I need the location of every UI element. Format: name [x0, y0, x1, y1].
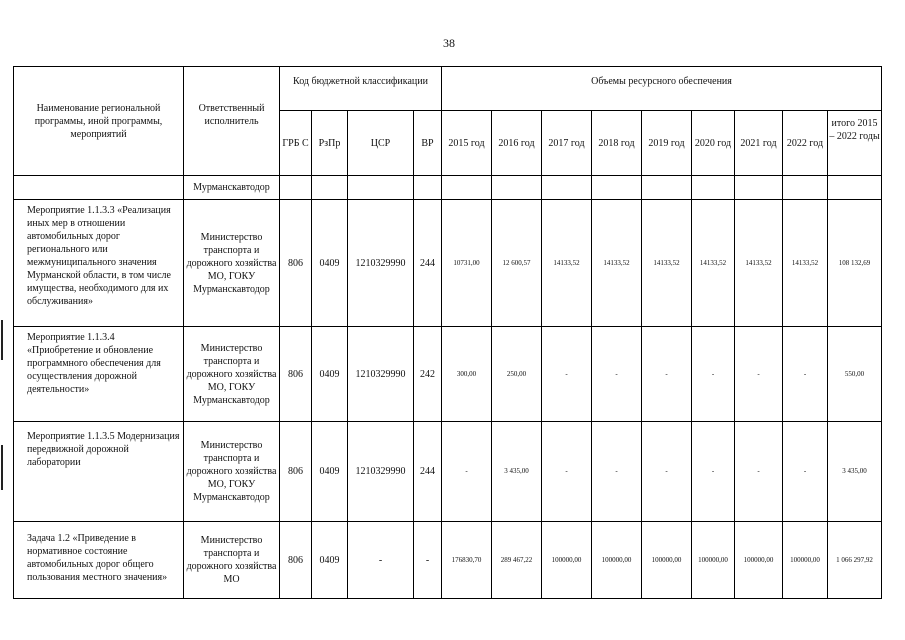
header-year: 2020 год [692, 111, 735, 176]
total-cell: 1 066 297,92 [828, 522, 882, 599]
value-cell: 289 467,22 [492, 522, 542, 599]
value-cell: 12 600,57 [492, 200, 542, 327]
value-cell: 14133,52 [692, 200, 735, 327]
value-cell: 14133,52 [735, 200, 783, 327]
value-cell: - [642, 422, 692, 522]
total-cell: 550,00 [828, 327, 882, 422]
value-cell: 100000,00 [542, 522, 592, 599]
header-name: Наименование региональной программы, иной программы, мероприятий [14, 67, 184, 176]
csr-cell: 1210329990 [348, 327, 414, 422]
header-budget-code: Код бюджетной классификации [280, 67, 442, 111]
rzpr-cell: 0409 [312, 200, 348, 327]
vr-cell: 242 [414, 327, 442, 422]
header-total: итого 2015 – 2022 годы [828, 111, 882, 176]
header-year: 2015 год [442, 111, 492, 176]
value-cell: 14133,52 [783, 200, 828, 327]
value-cell: 10731,00 [442, 200, 492, 327]
executor-cell: Министерство транспорта и дорожного хозяйства МО, ГОКУ Мурманскавтодор [184, 200, 280, 327]
value-cell: - [735, 327, 783, 422]
header-volumes: Объемы ресурсного обеспечения [442, 67, 882, 111]
total-cell: 108 132,69 [828, 200, 882, 327]
value-cell: 14133,52 [592, 200, 642, 327]
value-cell: - [642, 327, 692, 422]
value-cell: - [783, 327, 828, 422]
header-year: 2019 год [642, 111, 692, 176]
rzpr-cell: 0409 [312, 422, 348, 522]
value-cell: - [592, 327, 642, 422]
vr-cell: - [414, 522, 442, 599]
executor-cell: Мурманскавтодор [184, 176, 280, 200]
measure-name: Задача 1.2 «Приведение в нормативное состояние автомобильных дорог общего пользования местного значения» [14, 522, 184, 599]
value-cell: 100000,00 [692, 522, 735, 599]
value-cell: - [735, 422, 783, 522]
scan-edge-mark [1, 445, 3, 490]
table-row [14, 200, 882, 327]
value-cell: 300,00 [442, 327, 492, 422]
rzpr-cell: 0409 [312, 522, 348, 599]
total-cell: 3 435,00 [828, 422, 882, 522]
header-vr: ВР [414, 111, 442, 176]
header-year: 2021 год [735, 111, 783, 176]
value-cell: 100000,00 [592, 522, 642, 599]
grbs-cell: 806 [280, 200, 312, 327]
carry-row [14, 176, 882, 200]
page-number: 38 [443, 36, 455, 50]
executor-cell: Министерство транспорта и дорожного хозяйства МО, ГОКУ Мурманскавтодор [184, 422, 280, 522]
grbs-cell: 806 [280, 422, 312, 522]
value-cell: 3 435,00 [492, 422, 542, 522]
table-row [14, 422, 882, 522]
value-cell: - [542, 422, 592, 522]
value-cell: - [692, 422, 735, 522]
grbs-cell: 806 [280, 522, 312, 599]
header-year: 2017 год [542, 111, 592, 176]
header-executor: Ответственный исполнитель [184, 67, 280, 176]
rzpr-cell: 0409 [312, 327, 348, 422]
value-cell: 14133,52 [642, 200, 692, 327]
header-year: 2016 год [492, 111, 542, 176]
header-year: 2022 год [783, 111, 828, 176]
executor-cell: Министерство транспорта и дорожного хозяйства МО [184, 522, 280, 599]
value-cell: 100000,00 [642, 522, 692, 599]
value-cell: 14133,52 [542, 200, 592, 327]
executor-cell: Министерство транспорта и дорожного хозяйства МО, ГОКУ Мурманскавтодор [184, 327, 280, 422]
header-rzpr: РзПр [312, 111, 348, 176]
csr-cell: - [348, 522, 414, 599]
measure-name: Мероприятие 1.1.3.3 «Реализация иных мер в отношении автомобильных дорог регионального или межмуниципального значения Мурманской области, в том числе имущества, необходимого для их обслуживания» [14, 200, 184, 327]
value-cell: 176830,70 [442, 522, 492, 599]
value-cell: 250,00 [492, 327, 542, 422]
measure-name: Мероприятие 1.1.3.5 Модернизация передвижной дорожной лаборатории [14, 422, 184, 522]
table-row [14, 522, 882, 599]
value-cell: - [692, 327, 735, 422]
value-cell: 100000,00 [783, 522, 828, 599]
header-year: 2018 год [592, 111, 642, 176]
value-cell: - [442, 422, 492, 522]
resource-table [13, 66, 882, 599]
value-cell: 100000,00 [735, 522, 783, 599]
csr-cell: 1210329990 [348, 422, 414, 522]
scan-edge-mark [1, 320, 3, 360]
value-cell: - [783, 422, 828, 522]
value-cell: - [592, 422, 642, 522]
table-row [14, 327, 882, 422]
vr-cell: 244 [414, 200, 442, 327]
value-cell: - [542, 327, 592, 422]
measure-name: Мероприятие 1.1.3.4 «Приобретение и обновление программного обеспечения для осуществления дорожной деятельности» [14, 327, 184, 422]
header-grbs: ГРБ С [280, 111, 312, 176]
header-csr: ЦСР [348, 111, 414, 176]
vr-cell: 244 [414, 422, 442, 522]
grbs-cell: 806 [280, 327, 312, 422]
csr-cell: 1210329990 [348, 200, 414, 327]
